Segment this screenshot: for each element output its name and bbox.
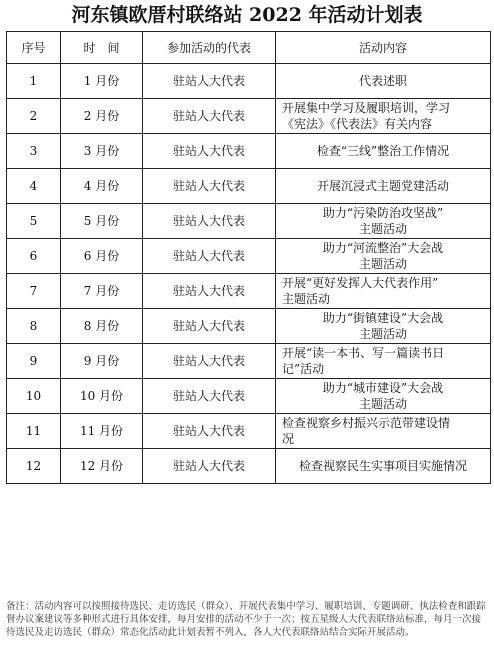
page-title: 河东镇欧厝村联络站 2022 年活动计划表	[71, 4, 423, 26]
cell-month: 2 月份	[61, 99, 143, 134]
cell-rep: 驻站人大代表	[143, 134, 276, 169]
cell-month: 10 月份	[61, 379, 143, 414]
cell-no: 5	[7, 204, 61, 239]
cell-content	[276, 309, 491, 344]
cell-month: 9 月份	[61, 344, 143, 379]
cell-content	[276, 344, 491, 379]
cell-content	[276, 414, 491, 449]
cell-month: 12 月份	[61, 449, 143, 484]
table-row	[7, 134, 491, 169]
cell-no: 12	[7, 449, 61, 484]
table-row	[7, 239, 491, 274]
cell-content	[276, 64, 491, 99]
content-line: 检查视察乡村振兴示范带建设情	[282, 416, 451, 430]
header-time: 时 间	[61, 32, 143, 64]
cell-content	[276, 99, 491, 134]
cell-content	[276, 204, 491, 239]
table-row	[7, 344, 491, 379]
cell-no: 9	[7, 344, 61, 379]
content-line: 记”活动	[282, 362, 325, 376]
cell-rep: 驻站人大代表	[143, 449, 276, 484]
cell-month: 4 月份	[61, 169, 143, 204]
header-no: 序号	[7, 32, 61, 64]
cell-content	[276, 449, 491, 484]
table-header-row	[7, 32, 491, 64]
content-line: 助力“污染防治攻坚战”	[322, 206, 444, 220]
content-line: 主题活动	[358, 327, 407, 341]
cell-no: 8	[7, 309, 61, 344]
table-row	[7, 309, 491, 344]
table-body	[7, 64, 491, 484]
content-line: 助力“河流整治”大会战	[322, 241, 444, 255]
footnote: 备注：活动内容可以按照接待选民、走访选民（群众）、开展代表集中学习、履职培训、专题调研、执法检查和跟踪督办议案建议等多种形式进行具体安排，每月安排的活动不少于一次；按五星级人大代表联络站标准，每月一次接待选民及走访选民（群众）常态化活动此计划表暂不列入，各人大代表联络站结合实际开展活动。	[6, 601, 486, 638]
cell-rep: 驻站人大代表	[143, 309, 276, 344]
table-row	[7, 169, 491, 204]
cell-rep: 驻站人大代表	[143, 414, 276, 449]
cell-no: 1	[7, 64, 61, 99]
activity-plan-table	[6, 31, 491, 484]
cell-no: 4	[7, 169, 61, 204]
cell-content	[276, 239, 491, 274]
content-line: 主题活动	[358, 397, 407, 411]
cell-no: 6	[7, 239, 61, 274]
table-row	[7, 64, 491, 99]
content-line: 主题活动	[358, 257, 407, 271]
cell-month: 1 月份	[61, 64, 143, 99]
content-line: 检查视察民生实事项目实施情况	[298, 459, 467, 473]
content-line: 开展集中学习及履职培训，学习	[282, 101, 451, 115]
content-line: 主题活动	[282, 292, 331, 306]
table-row	[7, 274, 491, 309]
cell-month: 8 月份	[61, 309, 143, 344]
cell-month: 3 月份	[61, 134, 143, 169]
table-row	[7, 449, 491, 484]
cell-no: 2	[7, 99, 61, 134]
cell-rep: 驻站人大代表	[143, 64, 276, 99]
cell-rep: 驻站人大代表	[143, 99, 276, 134]
content-line: 况	[282, 432, 295, 446]
table-row	[7, 204, 491, 239]
cell-no: 3	[7, 134, 61, 169]
content-line: 检查“三线”整治工作情况	[316, 144, 450, 158]
cell-content	[276, 379, 491, 414]
cell-month: 11 月份	[61, 414, 143, 449]
header-content: 活动内容	[276, 32, 491, 64]
cell-month: 5 月份	[61, 204, 143, 239]
cell-rep: 驻站人大代表	[143, 344, 276, 379]
content-line: 助力“城市建设”大会战	[322, 381, 444, 395]
cell-rep: 驻站人大代表	[143, 204, 276, 239]
cell-no: 10	[7, 379, 61, 414]
cell-rep: 驻站人大代表	[143, 239, 276, 274]
cell-rep: 驻站人大代表	[143, 274, 276, 309]
content-line: 《宪法》《代表法》有关内容	[282, 117, 433, 131]
cell-content	[276, 274, 491, 309]
header-rep: 参加活动的代表	[143, 32, 276, 64]
cell-no: 7	[7, 274, 61, 309]
cell-rep: 驻站人大代表	[143, 379, 276, 414]
cell-no: 11	[7, 414, 61, 449]
content-line: 开展沉浸式主题党建活动	[316, 179, 449, 193]
content-line: 助力“街镇建设”大会战	[322, 311, 444, 325]
content-line: 代表述职	[358, 74, 407, 88]
content-line: 开展“读一本书、写一篇读书日	[282, 346, 445, 360]
table-row	[7, 379, 491, 414]
cell-rep: 驻站人大代表	[143, 169, 276, 204]
cell-content	[276, 169, 491, 204]
content-line: 开展“更好发挥人大代表作用”	[282, 276, 439, 290]
content-line: 主题活动	[358, 222, 407, 236]
cell-content	[276, 134, 491, 169]
table-row	[7, 99, 491, 134]
cell-month: 6 月份	[61, 239, 143, 274]
cell-month: 7 月份	[61, 274, 143, 309]
table-row	[7, 414, 491, 449]
